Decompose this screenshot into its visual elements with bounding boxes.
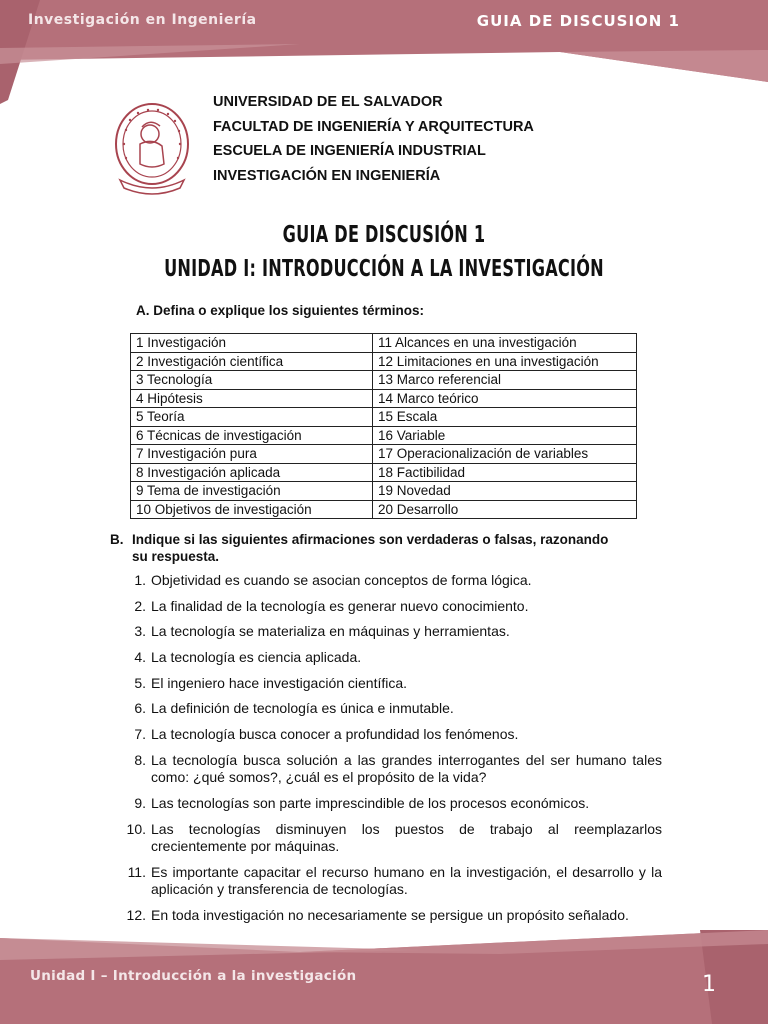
list-item-number: 6. [134,700,146,717]
institution-school: ESCUELA DE INGENIERÍA INDUSTRIAL [213,143,486,159]
table-row [131,463,637,482]
list-item [110,623,662,641]
list-item-number: 12. [126,907,146,924]
terms-table [130,333,637,519]
section-b-label: B. [110,532,124,547]
header-course-title: Investigación en Ingeniería [28,12,257,28]
table-cell: 15 Escala [373,408,637,427]
table-row [131,500,637,519]
document-title: GUIA DE DISCUSIÓN 1 [282,222,486,248]
list-item-text: Las tecnologías son parte imprescindible de los procesos económicos. [151,795,590,811]
table-row [131,426,637,445]
table-row [131,389,637,408]
table-cell: 20 Desarrollo [373,500,637,519]
list-item-text: En toda investigación no necesariamente se persigue un propósito señalado. [151,907,629,924]
list-item [110,864,662,899]
list-item-number: 2. [134,597,146,614]
list-item-number: 1. [134,572,146,588]
table-cell: 12 Limitaciones en una investigación [373,352,637,371]
list-item-number: 4. [134,649,146,666]
institution-block [213,90,534,188]
header-guide-title: GUIA DE DISCUSION 1 [476,12,680,30]
table-row [131,482,637,501]
list-item-text: Las tecnologías disminuyen los puestos de trabajo al reemplazarlos crecientemente por máquinas. [151,820,662,855]
table-row [131,371,637,390]
table-row [131,352,637,371]
list-item-text: La definición de tecnología es única e inmutable. [151,700,454,717]
table-row [131,408,637,427]
list-item [110,649,662,667]
table-cell: 14 Marco teórico [373,389,637,408]
table-row [131,445,637,464]
table-cell: 10 Objetivos de investigación [131,500,373,519]
section-b-heading-line1: Indique si las siguientes afirmaciones son verdaderas o falsas, razonando [132,532,609,547]
list-item [110,726,662,744]
table-cell: 11 Alcances en una investigación [373,334,637,353]
table-cell: 6 Técnicas de investigación [131,426,373,445]
list-item [110,821,662,856]
list-item-number: 8. [134,751,146,768]
list-item-text: Objetividad es cuando se asocian conceptos de forma lógica. [151,572,532,588]
section-b-heading-line2: su respuesta. [132,549,220,564]
list-item-text: La tecnología busca solución a las grandes interrogantes del ser humano tales como: ¿qué somos?, ¿cuál es el propósito de la vida? [151,751,662,786]
table-cell: 8 Investigación aplicada [131,463,373,482]
table-cell: 9 Tema de investigación [131,482,373,501]
institution-faculty: FACULTAD DE INGENIERÍA Y ARQUITECTURA [213,118,534,135]
table-cell: 19 Novedad [373,482,637,501]
table-cell: 16 Variable [373,426,637,445]
table-cell: 4 Hipótesis [131,389,373,408]
list-item [110,700,662,718]
section-a-heading: A. Defina o explique los siguientes términos: [136,303,425,318]
list-item [110,795,662,813]
list-item-text: El ingeniero hace investigación científica. [151,674,408,691]
table-cell: 7 Investigación pura [131,445,373,464]
list-item-number: 3. [134,623,146,640]
page-number: 1 [702,972,716,997]
table-cell: 2 Investigación científica [131,352,373,371]
list-item-text: La tecnología se materializa en máquinas y herramientas. [151,623,510,640]
list-item [110,572,662,590]
list-item-number: 5. [134,674,146,691]
list-item-text: La tecnología busca conocer a profundidad los fenómenos. [151,726,519,743]
list-item-text: La finalidad de la tecnología es generar nuevo conocimiento. [151,597,529,614]
footer-unit-title: Unidad I – Introducción a la investigación [30,968,357,984]
list-item-text: La tecnología es ciencia aplicada. [151,649,362,666]
list-item [110,598,662,616]
list-item [110,907,662,925]
unit-title: UNIDAD I: INTRODUCCIÓN A LA INVESTIGACIÓN [164,256,604,282]
statements-list [110,572,662,933]
list-item-number: 10. [126,820,146,837]
list-item [110,752,662,787]
list-item-number: 7. [134,726,146,743]
list-item-number: 9. [134,795,146,811]
institution-university: UNIVERSIDAD DE EL SALVADOR [213,94,443,110]
table-row [131,334,637,353]
table-cell: 1 Investigación [131,334,373,353]
university-seal-icon [112,100,192,198]
table-cell: 17 Operacionalización de variables [373,445,637,464]
institution-course: INVESTIGACIÓN EN INGENIERÍA [213,167,441,184]
list-item-text: Es importante capacitar el recurso humano en la investigación, el desarrollo y la aplicación y transferencia de tecnologías. [151,863,662,898]
table-cell: 13 Marco referencial [373,371,637,390]
table-cell: 5 Teoría [131,408,373,427]
list-item [110,675,662,693]
list-item-number: 11. [127,863,146,880]
table-cell: 3 Tecnología [131,371,373,390]
section-b-heading [110,531,670,565]
table-cell: 18 Factibilidad [373,463,637,482]
